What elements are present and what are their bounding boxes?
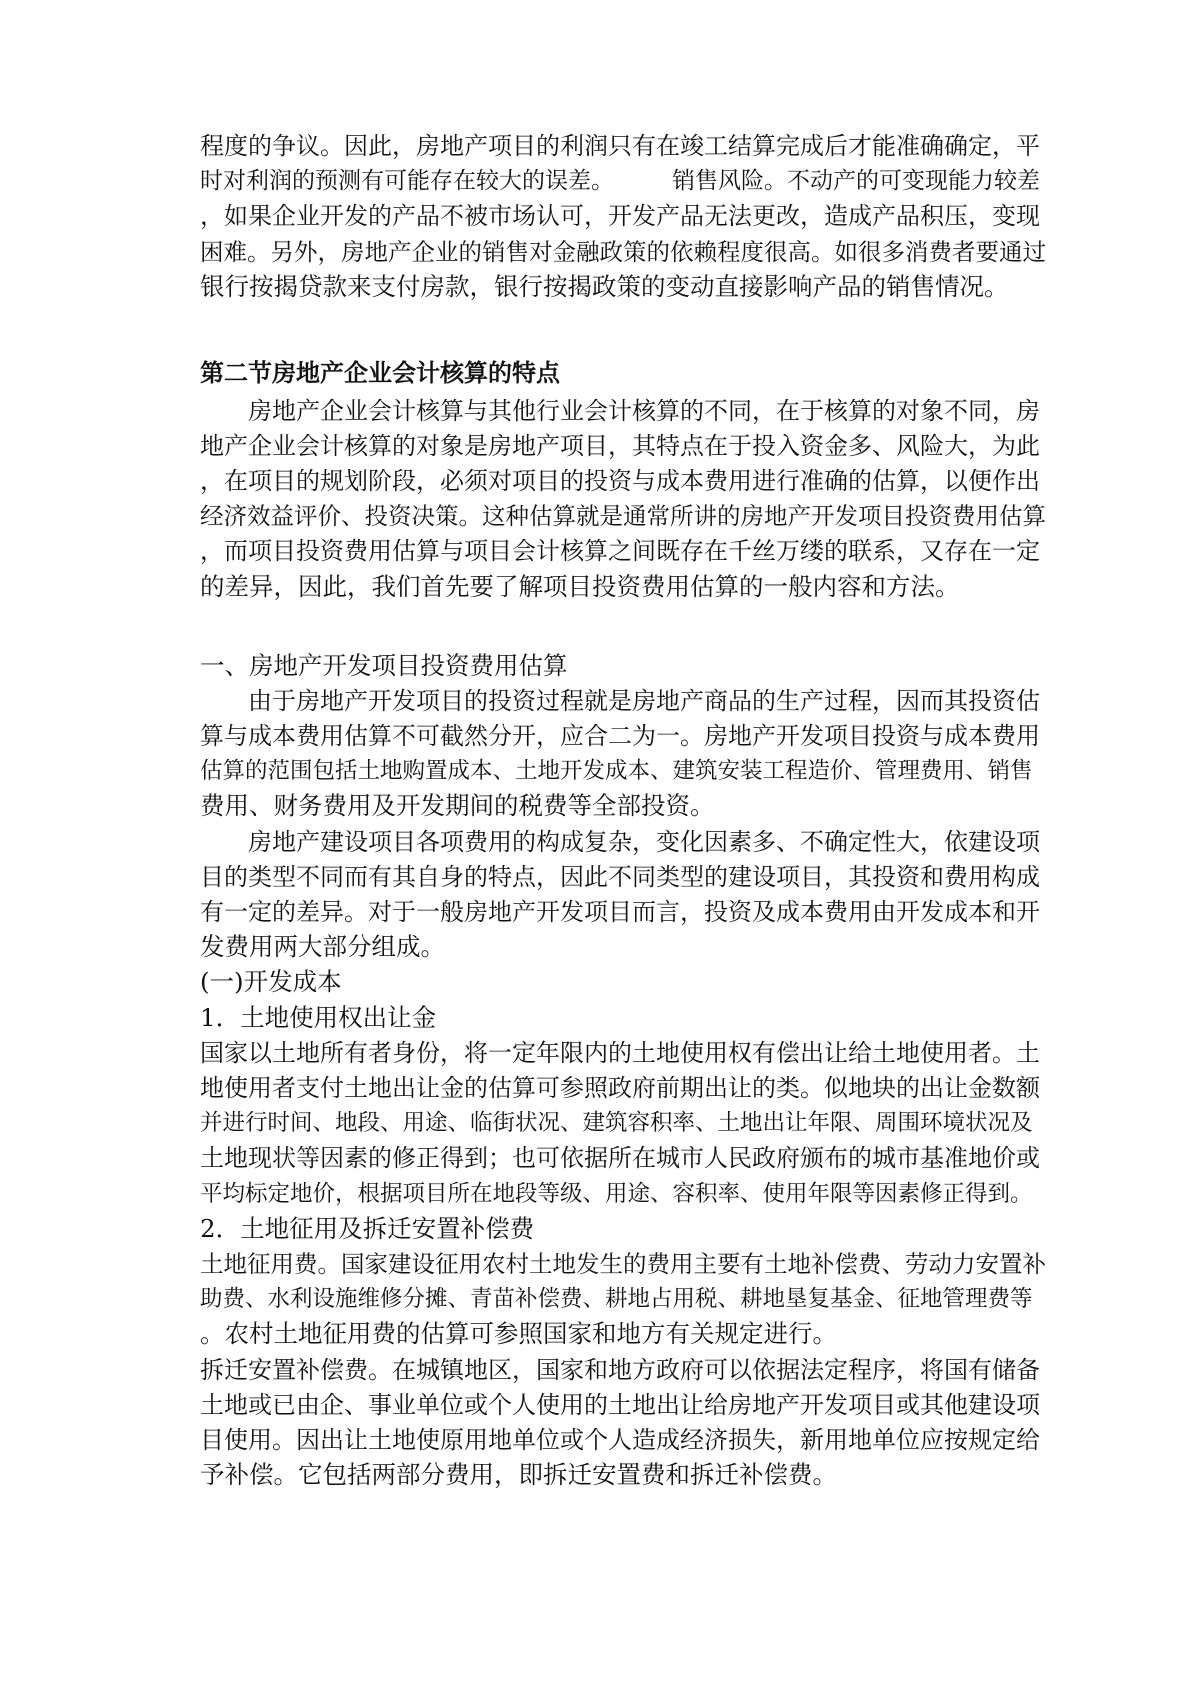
paragraph-line: 土地征用费。国家建设征用农村土地发生的费用主要有土地补偿费、劳动力安置补 (200, 1250, 1046, 1278)
paragraph-line: 目使用。因出让土地使原用地单位或个人造成经济损失，新用地单位应按规定给 (200, 1426, 1040, 1454)
paragraph-line: 发费用两大部分组成。 (200, 932, 445, 961)
text-segment: 销售风险。不动产的可变现能力较差 (672, 168, 1040, 194)
text-segment: 时对利润的预测有可能存在较大的误差。 (200, 168, 614, 194)
paragraph-line: 地使用者支付土地出让金的估算可参照政府前期出让的类。似地块的出让金数额 (200, 1074, 1040, 1102)
paragraph-line: 房地产建设项目各项费用的构成复杂，变化因素多、不确定性大，依建设项 (248, 828, 1040, 856)
paragraph-line: 平均标定地价，根据项目所在地段等级、用途、容积率、使用年限等因素修正得到。 (200, 1181, 1033, 1207)
item-title: 2．土地征用及拆迁安置补偿费 (200, 1214, 535, 1243)
item-title: 1．土地使用权出让金 (200, 1003, 437, 1032)
paragraph-line: 程度的争议。因此，房地产项目的利润只有在竣工结算完成后才能准确确定，平 (200, 132, 1040, 160)
paragraph-line: 费用、财务费用及开发期间的税费等全部投资。 (200, 791, 715, 820)
paragraph-line: 。农村土地征用费的估算可参照国家和地方有关规定进行。 (200, 1319, 837, 1348)
paragraph-line: 经济效益评价、投资决策。这种估算就是通常所讲的房地产开发项目投资费用估算 (200, 502, 1046, 530)
paragraph-line: ，而项目投资费用估算与项目会计核算之间既存在千丝万缕的联系，又存在一定 (200, 537, 1040, 565)
paragraph-line: 的差异，因此，我们首先要了解项目投资费用估算的一般内容和方法。 (200, 572, 960, 601)
paragraph-line: 算与成本费用估算不可截然分开，应合二为一。房地产开发项目投资与成本费用 (200, 722, 1040, 750)
subheading: 一、房地产开发项目投资费用估算 (200, 651, 568, 680)
paragraph-line: 拆迁安置补偿费。在城镇地区，国家和地方政府可以依据法定程序，将国有储备 (200, 1356, 1040, 1384)
paragraph-line: 并进行时间、地段、用途、临街状况、建筑容积率、土地出让年限、周围环境状况及 (200, 1110, 1033, 1136)
paragraph-line: 由于房地产开发项目的投资过程就是房地产商品的生产过程，因而其投资估 (248, 687, 1040, 715)
paragraph-line: 银行按揭贷款来支付房款，银行按揭政策的变动直接影响产品的销售情况。 (200, 272, 1009, 301)
paragraph-line: 予补偿。它包括两部分费用，即拆迁安置费和拆迁补偿费。 (200, 1460, 837, 1489)
paragraph-line: ，如果企业开发的产品不被市场认可，开发产品无法更改，造成产品积压，变现 (200, 202, 1040, 230)
section-heading: 第二节房地产企业会计核算的特点 (200, 359, 560, 387)
paragraph-line: 土地现状等因素的修正得到；也可依据所在城市人民政府颁布的城市基准地价或 (200, 1144, 1040, 1172)
paragraph-line (200, 163, 1050, 199)
paragraph-line: 国家以土地所有者身份，将一定年限内的土地使用权有偿出让给土地使用者。土 (200, 1039, 1040, 1067)
paragraph-line: 有一定的差异。对于一般房地产开发项目而言，投资及成本费用由开发成本和开 (200, 898, 1040, 926)
paragraph-line: 困难。另外，房地产企业的销售对金融政策的依赖程度很高。如很多消费者要通过 (200, 238, 1046, 266)
paragraph-line: 土地或已由企、事业单位或个人使用的土地出让给房地产开发项目或其他建设项 (200, 1391, 1040, 1419)
paragraph-line: 助费、水利设施维修分摊、青苗补偿费、耕地占用税、耕地垦复基金、征地管理费等 (200, 1286, 1033, 1312)
paragraph-line: ，在项目的规划阶段，必须对项目的投资与成本费用进行准确的估算，以便作出 (200, 467, 1040, 495)
paragraph-line: 目的类型不同而有其自身的特点，因此不同类型的建设项目，其投资和费用构成 (200, 863, 1040, 891)
paragraph-line: 房地产企业会计核算与其他行业会计核算的不同，在于核算的对象不同，房 (248, 397, 1040, 425)
subheading: (一)开发成本 (200, 967, 342, 996)
paragraph-line: 估算的范围包括土地购置成本、土地开发成本、建筑安装工程造价、管理费用、销售 (200, 758, 1033, 784)
paragraph-line: 地产企业会计核算的对象是房地产项目，其特点在于投入资金多、风险大，为此 (200, 432, 1040, 460)
